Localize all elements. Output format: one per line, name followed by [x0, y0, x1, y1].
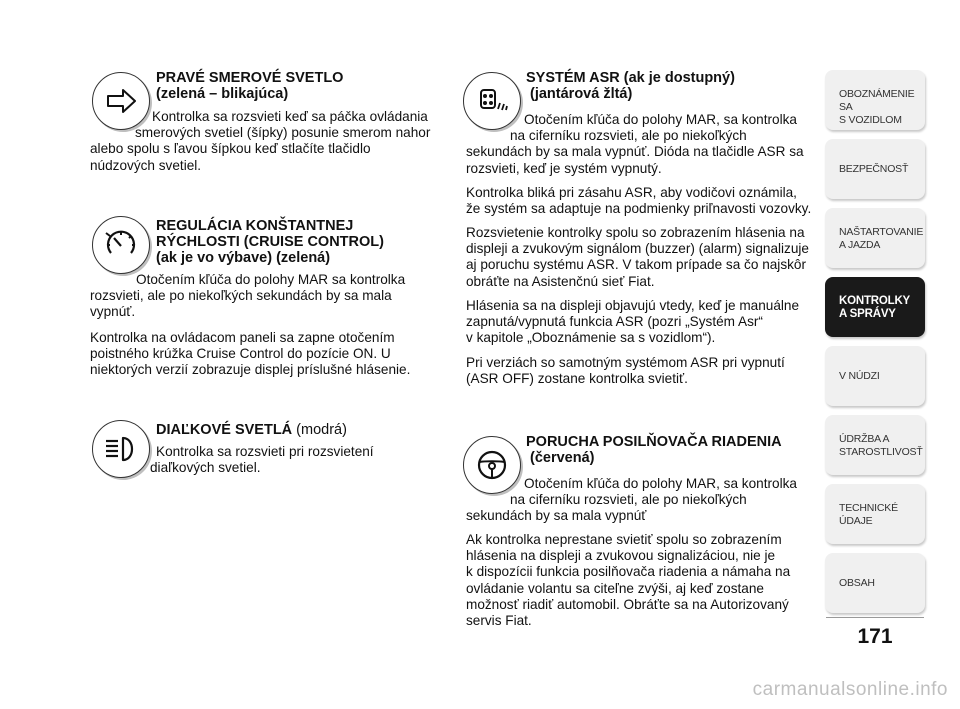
tab-label: OBSAH	[839, 577, 875, 589]
cruise-title: REGULÁCIA KONŠTANTNEJ RÝCHLOSTI (CRUISE CONTROL) (ak je vo výbave) (zelená)	[156, 218, 384, 266]
page-number-rule	[826, 617, 924, 618]
high-beam-icon-frame	[92, 420, 150, 478]
asr-text-2: Kontrolka bliká pri zásahu ASR, aby vodičovi oznámila, že systém sa adaptuje na podmienky priľnavosti vozovky.	[466, 185, 812, 217]
tab-oboznamenie[interactable]	[825, 70, 925, 130]
tab-label: ÚDRŽBA A STAROSTLIVOSŤ	[839, 433, 923, 458]
tab-label: TECHNICKÉ ÚDAJE	[839, 502, 898, 527]
asr-title: SYSTÉM ASR (ak je dostupný) (jantárová žltá)	[526, 70, 735, 102]
tab-obsah[interactable]	[825, 553, 925, 613]
asr-text-4: Hlásenia sa na displeji objavujú vtedy, keď je manuálne zapnutá/vypnutá funkcia ASR (pozri „Systém Asr“ v kapitole „Oboznámenie sa s vozidlom“).	[466, 298, 800, 346]
watermark: carmanualsonline.info	[752, 679, 948, 700]
high-beam-title: DIAĽKOVÉ SVETLÁ (modrá)	[156, 422, 347, 438]
steering-title: PORUCHA POSILŇOVAČA RIADENIA (červená)	[526, 434, 782, 466]
speedometer-icon	[93, 217, 149, 273]
tab-v-nudzi[interactable]	[825, 346, 925, 406]
tab-label: NAŠTARTOVANIE A JAZDA	[839, 226, 924, 251]
asr-text-1: Otočením kľúča do polohy MAR, sa kontrolka na ciferníku rozsvieti, ale po niekoľkých sekundách by sa mala vypnúť. Dióda na tlačidle ASR sa rozsvieti, keď je systém vypnutý.	[466, 112, 804, 176]
tab-label: BEZPEČNOSŤ	[839, 163, 909, 175]
tab-bezpecnost[interactable]	[825, 139, 925, 199]
steering-text-1: Otočením kľúča do polohy MAR, sa kontrolka na ciferníku rozsvieti, ale po niekoľkých sekundách by sa mala vypnúť	[466, 476, 797, 524]
turn-signal-text: Kontrolka sa rozsvieti keď sa páčka ovládania smerových svetiel (šípky) posunie smerom nahor alebo spolu s ľavou šípkou keď stlačíte tlačidlo núdzových svetiel.	[90, 109, 431, 173]
cruise-icon-frame	[92, 216, 150, 274]
tab-technicke[interactable]	[825, 484, 925, 544]
tab-nastartovanie[interactable]	[825, 208, 925, 268]
cruise-text-1: Otočením kľúča do polohy MAR sa kontrolka rozsvieti, ale po niekoľkých sekundách by sa mala vypnúť.	[90, 272, 406, 320]
tab-udrzba[interactable]	[825, 415, 925, 475]
asr-text-3: Rozsvietenie kontrolky spolu so zobrazením hlásenia na displeji a zvukovým signálom (buzzer) (alarm) signalizuje aj poruchu systému ASR. V takom prípade sa čo najskôr obráťte na Asistenčnú sieť Fiat.	[466, 225, 809, 289]
steering-text-2: Ak kontrolka neprestane svietiť spolu so zobrazením hlásenia na displeji a zvukovou signalizáciou, nie je k dispozícii funkcia posilňovača riadenia a námaha na ovládanie volantu sa citeľne zvýši, aj keď zostane možnosť riadiť automobil. Obráťte sa na Autorizovaný servis Fiat.	[466, 532, 791, 629]
cruise-text-2: Kontrolka na ovládacom paneli sa zapne otočením poistného krúžka Cruise Control do pozície ON. U niektorých verzií zobrazuje displej príslušné hlásenie.	[90, 330, 411, 378]
asr-text-5: Pri verziách so samotným systémom ASR pri vypnutí (ASR OFF) zostane kontrolka svietiť.	[466, 355, 785, 387]
high-beam-icon	[93, 421, 149, 477]
high-beam-text: Kontrolka sa rozsvieti pri rozsvietení diaľkových svetiel.	[150, 444, 374, 476]
tab-label: KONTROLKY A SPRÁVY	[839, 295, 911, 320]
page-number: 171	[857, 625, 893, 648]
turn-signal-title: PRAVÉ SMEROVÉ SVETLO (zelená – blikajúca)	[156, 70, 344, 102]
tab-label: OBOZNÁMENIE SA S VOZIDLOM	[839, 88, 915, 126]
tab-kontrolky[interactable]	[825, 277, 925, 337]
tab-label: V NÚDZI	[839, 370, 880, 382]
